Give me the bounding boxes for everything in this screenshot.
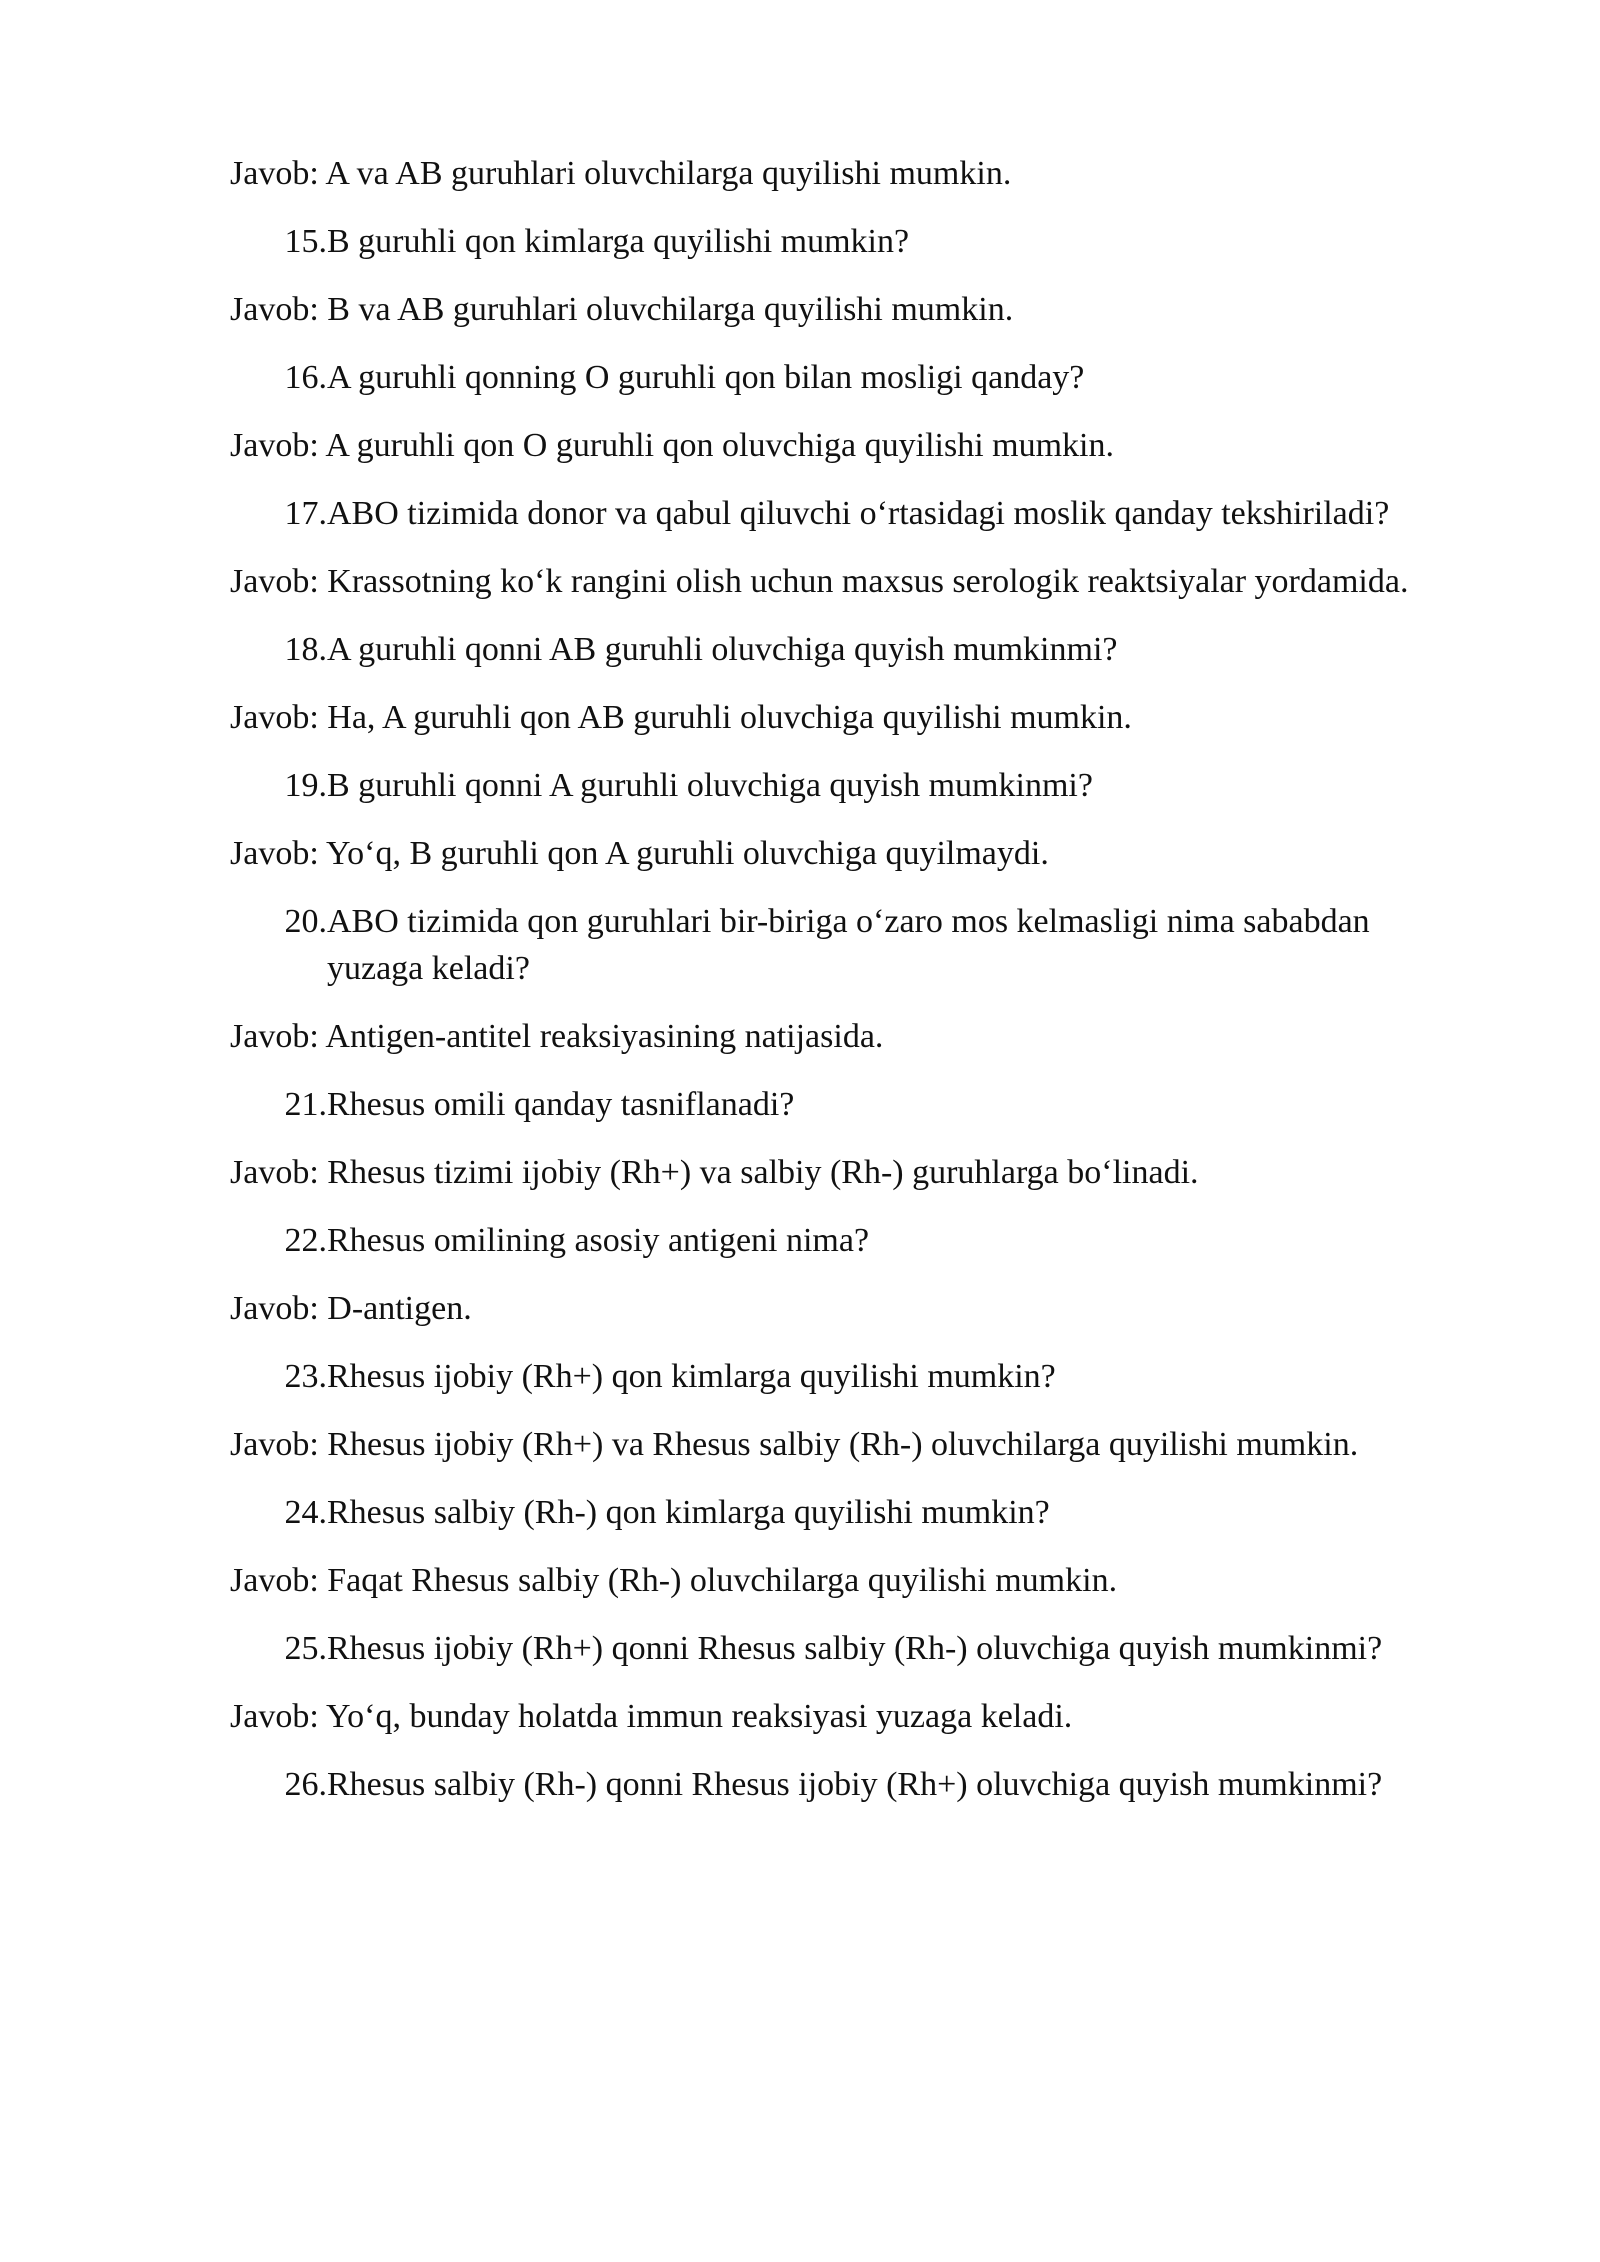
question-item (230, 626, 1447, 673)
question-text: Rhesus omilining asosiy antigeni nima? (327, 1222, 870, 1259)
question-number: 23. (284, 1358, 327, 1395)
question-item (230, 1217, 1447, 1264)
question-number: 15. (284, 223, 327, 260)
answer-paragraph: Javob: A guruhli qon O guruhli qon oluvchiga quyilishi mumkin. (230, 427, 1114, 464)
question-item (230, 1489, 1447, 1536)
question-item (230, 1353, 1447, 1400)
question-number: 19. (284, 767, 327, 804)
question-text: ABO tizimida donor va qabul qiluvchi o‘rtasidagi moslik qanday tekshiriladi? (327, 495, 1390, 532)
question-number: 21. (284, 1086, 327, 1123)
question-item (230, 1625, 1447, 1672)
question-item (230, 898, 1447, 992)
question-text: Rhesus omili qanday tasniflanadi? (327, 1086, 795, 1123)
question-text: A guruhli qonni AB guruhli oluvchiga quyish mumkinmi? (327, 631, 1118, 668)
question-text: ABO tizimida qon guruhlari bir-biriga o‘zaro mos kelmasligi nima sababdan yuzaga keladi? (327, 903, 1370, 987)
question-number: 20. (284, 903, 327, 940)
question-item (230, 1081, 1447, 1128)
answer-paragraph: Javob: A va AB guruhlari oluvchilarga quyilishi mumkin. (230, 155, 1012, 192)
answer-paragraph: Javob: D-antigen. (230, 1290, 472, 1327)
answer-paragraph: Javob: Rhesus tizimi ijobiy (Rh+) va salbiy (Rh-) guruhlarga bo‘linadi. (230, 1154, 1199, 1191)
answer-paragraph: Javob: Faqat Rhesus salbiy (Rh-) oluvchilarga quyilishi mumkin. (230, 1562, 1118, 1599)
document-body (230, 150, 1500, 1829)
question-item (230, 1761, 1447, 1808)
question-text: B guruhli qonni A guruhli oluvchiga quyish mumkinmi? (327, 767, 1093, 804)
question-text: Rhesus salbiy (Rh-) qonni Rhesus ijobiy (Rh+) oluvchiga quyish mumkinmi? (327, 1766, 1383, 1803)
question-item (230, 354, 1447, 401)
answer-paragraph: Javob: B va AB guruhlari oluvchilarga quyilishi mumkin. (230, 291, 1014, 328)
question-item (230, 762, 1447, 809)
answer-paragraph: Javob: Yo‘q, B guruhli qon A guruhli oluvchiga quyilmaydi. (230, 835, 1049, 872)
question-text: A guruhli qonning O guruhli qon bilan mosligi qanday? (327, 359, 1085, 396)
question-text: Rhesus ijobiy (Rh+) qon kimlarga quyilishi mumkin? (327, 1358, 1056, 1395)
question-text: Rhesus ijobiy (Rh+) qonni Rhesus salbiy (Rh-) oluvchiga quyish mumkinmi? (327, 1630, 1383, 1667)
question-number: 24. (284, 1494, 327, 1531)
question-item (230, 218, 1447, 265)
answer-paragraph: Javob: Antigen-antitel reaksiyasining natijasida. (230, 1018, 884, 1055)
question-number: 22. (284, 1222, 327, 1259)
question-number: 16. (284, 359, 327, 396)
question-item (230, 490, 1447, 537)
answer-paragraph: Javob: Krassotning ko‘k rangini olish uchun maxsus serologik reaktsiyalar yordamida. (230, 563, 1409, 600)
answer-paragraph: Javob: Rhesus ijobiy (Rh+) va Rhesus salbiy (Rh-) oluvchilarga quyilishi mumkin. (230, 1426, 1359, 1463)
question-number: 25. (284, 1630, 327, 1667)
question-number: 17. (284, 495, 327, 532)
answer-paragraph: Javob: Yo‘q, bunday holatda immun reaksiyasi yuzaga keladi. (230, 1698, 1073, 1735)
question-number: 18. (284, 631, 327, 668)
question-text: Rhesus salbiy (Rh-) qon kimlarga quyilishi mumkin? (327, 1494, 1050, 1531)
question-text: B guruhli qon kimlarga quyilishi mumkin? (327, 223, 910, 260)
question-number: 26. (284, 1766, 327, 1803)
answer-paragraph: Javob: Ha, A guruhli qon AB guruhli oluvchiga quyilishi mumkin. (230, 699, 1132, 736)
